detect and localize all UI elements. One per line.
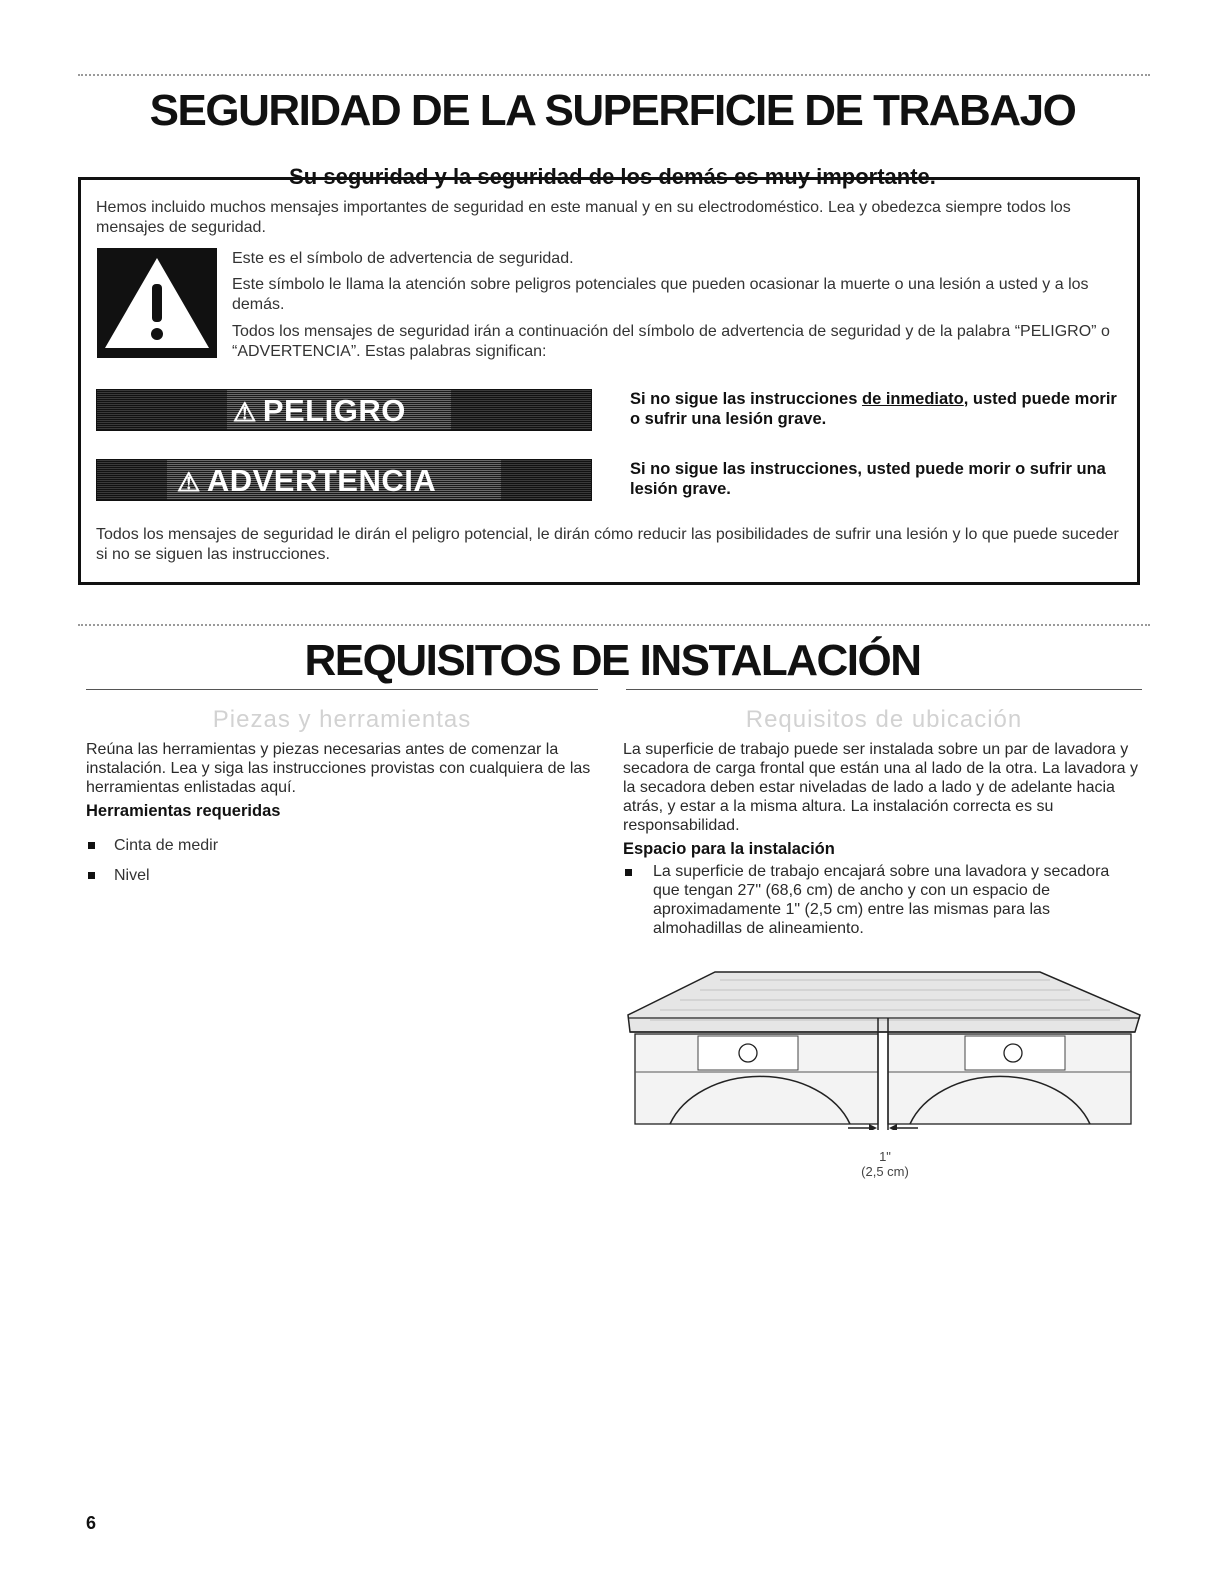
bullet-icon <box>88 872 95 879</box>
safety-footer: Todos los mensajes de seguridad le dirán el peligro potencial, le dirán cómo reducir las posibilidades de sufrir una lesión y lo que puede suceder si no se siguen las instrucciones. <box>96 526 1119 563</box>
peligro-emphasis: de inmediato <box>861 390 964 408</box>
install-title: REQUISITOS DE INSTALACIÓN <box>304 636 921 685</box>
safety-box <box>78 177 1140 585</box>
advertencia-banner <box>96 459 592 501</box>
worksurface-diagram <box>620 960 1145 1130</box>
advertencia-label: ADVERTENCIA <box>206 463 437 498</box>
safety-title: SEGURIDAD DE LA SUPERFICIE DE TRABAJO <box>149 86 1076 135</box>
gap-dimension-inches: 1" <box>879 1149 891 1164</box>
warning-triangle-icon: ⚠ <box>177 467 201 497</box>
advertencia-text: Si no sigue las instrucciones, usted puede morir o sufrir una lesión grave. <box>630 460 1106 498</box>
peligro-text: Si no sigue las instrucciones de inmediato, usted puede morir o sufrir una lesión grave. <box>630 390 1117 428</box>
gap-dimension-cm: (2,5 cm) <box>861 1164 909 1179</box>
page-number: 6 <box>86 1513 97 1533</box>
warning-triangle-icon: ⚠ <box>233 397 257 427</box>
space-bullet-text: La superficie de trabajo encajará sobre una lavadora y secadora que tengan 27" (68,6 cm) de ancho y con un espacio de aproximadamente 1" (2,5 cm) entre las mismas para las almohadillas de alineamiento. <box>653 863 1110 937</box>
safety-alert-icon <box>97 248 217 358</box>
bullet-icon <box>88 842 95 849</box>
space-subhead: Espacio para la instalación <box>623 840 835 858</box>
symbol-line-3: Todos los mensajes de seguridad irán a continuación del símbolo de advertencia de seguridad y de la palabra “PELIGRO” o “ADVERTENCIA”. Estas palabras significan: <box>232 323 1110 360</box>
location-heading: Requisitos de ubicación <box>745 706 1023 733</box>
peligro-banner <box>96 389 592 431</box>
safety-intro: Hemos incluido muchos mensajes importantes de seguridad en este manual y en su electrodoméstico. Lea y obedezca siempre todos los mensajes de seguridad. <box>96 199 1071 236</box>
tools-heading: Piezas y herramientas <box>212 706 472 733</box>
symbol-line-1: Este es el símbolo de advertencia de seguridad. <box>232 250 574 267</box>
tools-subhead: Herramientas requeridas <box>86 802 281 820</box>
bullet-icon <box>625 869 632 876</box>
tools-paragraph: Reúna las herramientas y piezas necesarias antes de comenzar la instalación. Lea y siga las instrucciones provistas con cualquiera de las herramientas enlistadas aquí. <box>86 741 591 796</box>
safety-subtitle: Su seguridad y la seguridad de los demás es muy importante. <box>289 164 936 189</box>
symbol-line-2: Este símbolo le llama la atención sobre peligros potenciales que pueden ocasionar la muerte o una lesión a usted y a los demás. <box>232 276 1089 313</box>
peligro-label: PELIGRO <box>262 393 406 428</box>
tool-item: Cinta de medir <box>114 837 219 854</box>
mid-dotted-rule <box>78 624 1150 626</box>
location-paragraph: La superficie de trabajo puede ser instalada sobre un par de lavadora y secadora de carga frontal que están una al lado de la otra. La lavadora y la secadora deben estar niveladas de lado a lado y de adelante hacia atrás, y estar a la misma altura. La instalación correcta es su responsabilidad. <box>623 741 1139 834</box>
top-dotted-rule <box>78 74 1150 76</box>
right-column-rule <box>626 689 1142 690</box>
tool-item: Nivel <box>114 867 150 884</box>
left-column-rule <box>86 689 598 690</box>
